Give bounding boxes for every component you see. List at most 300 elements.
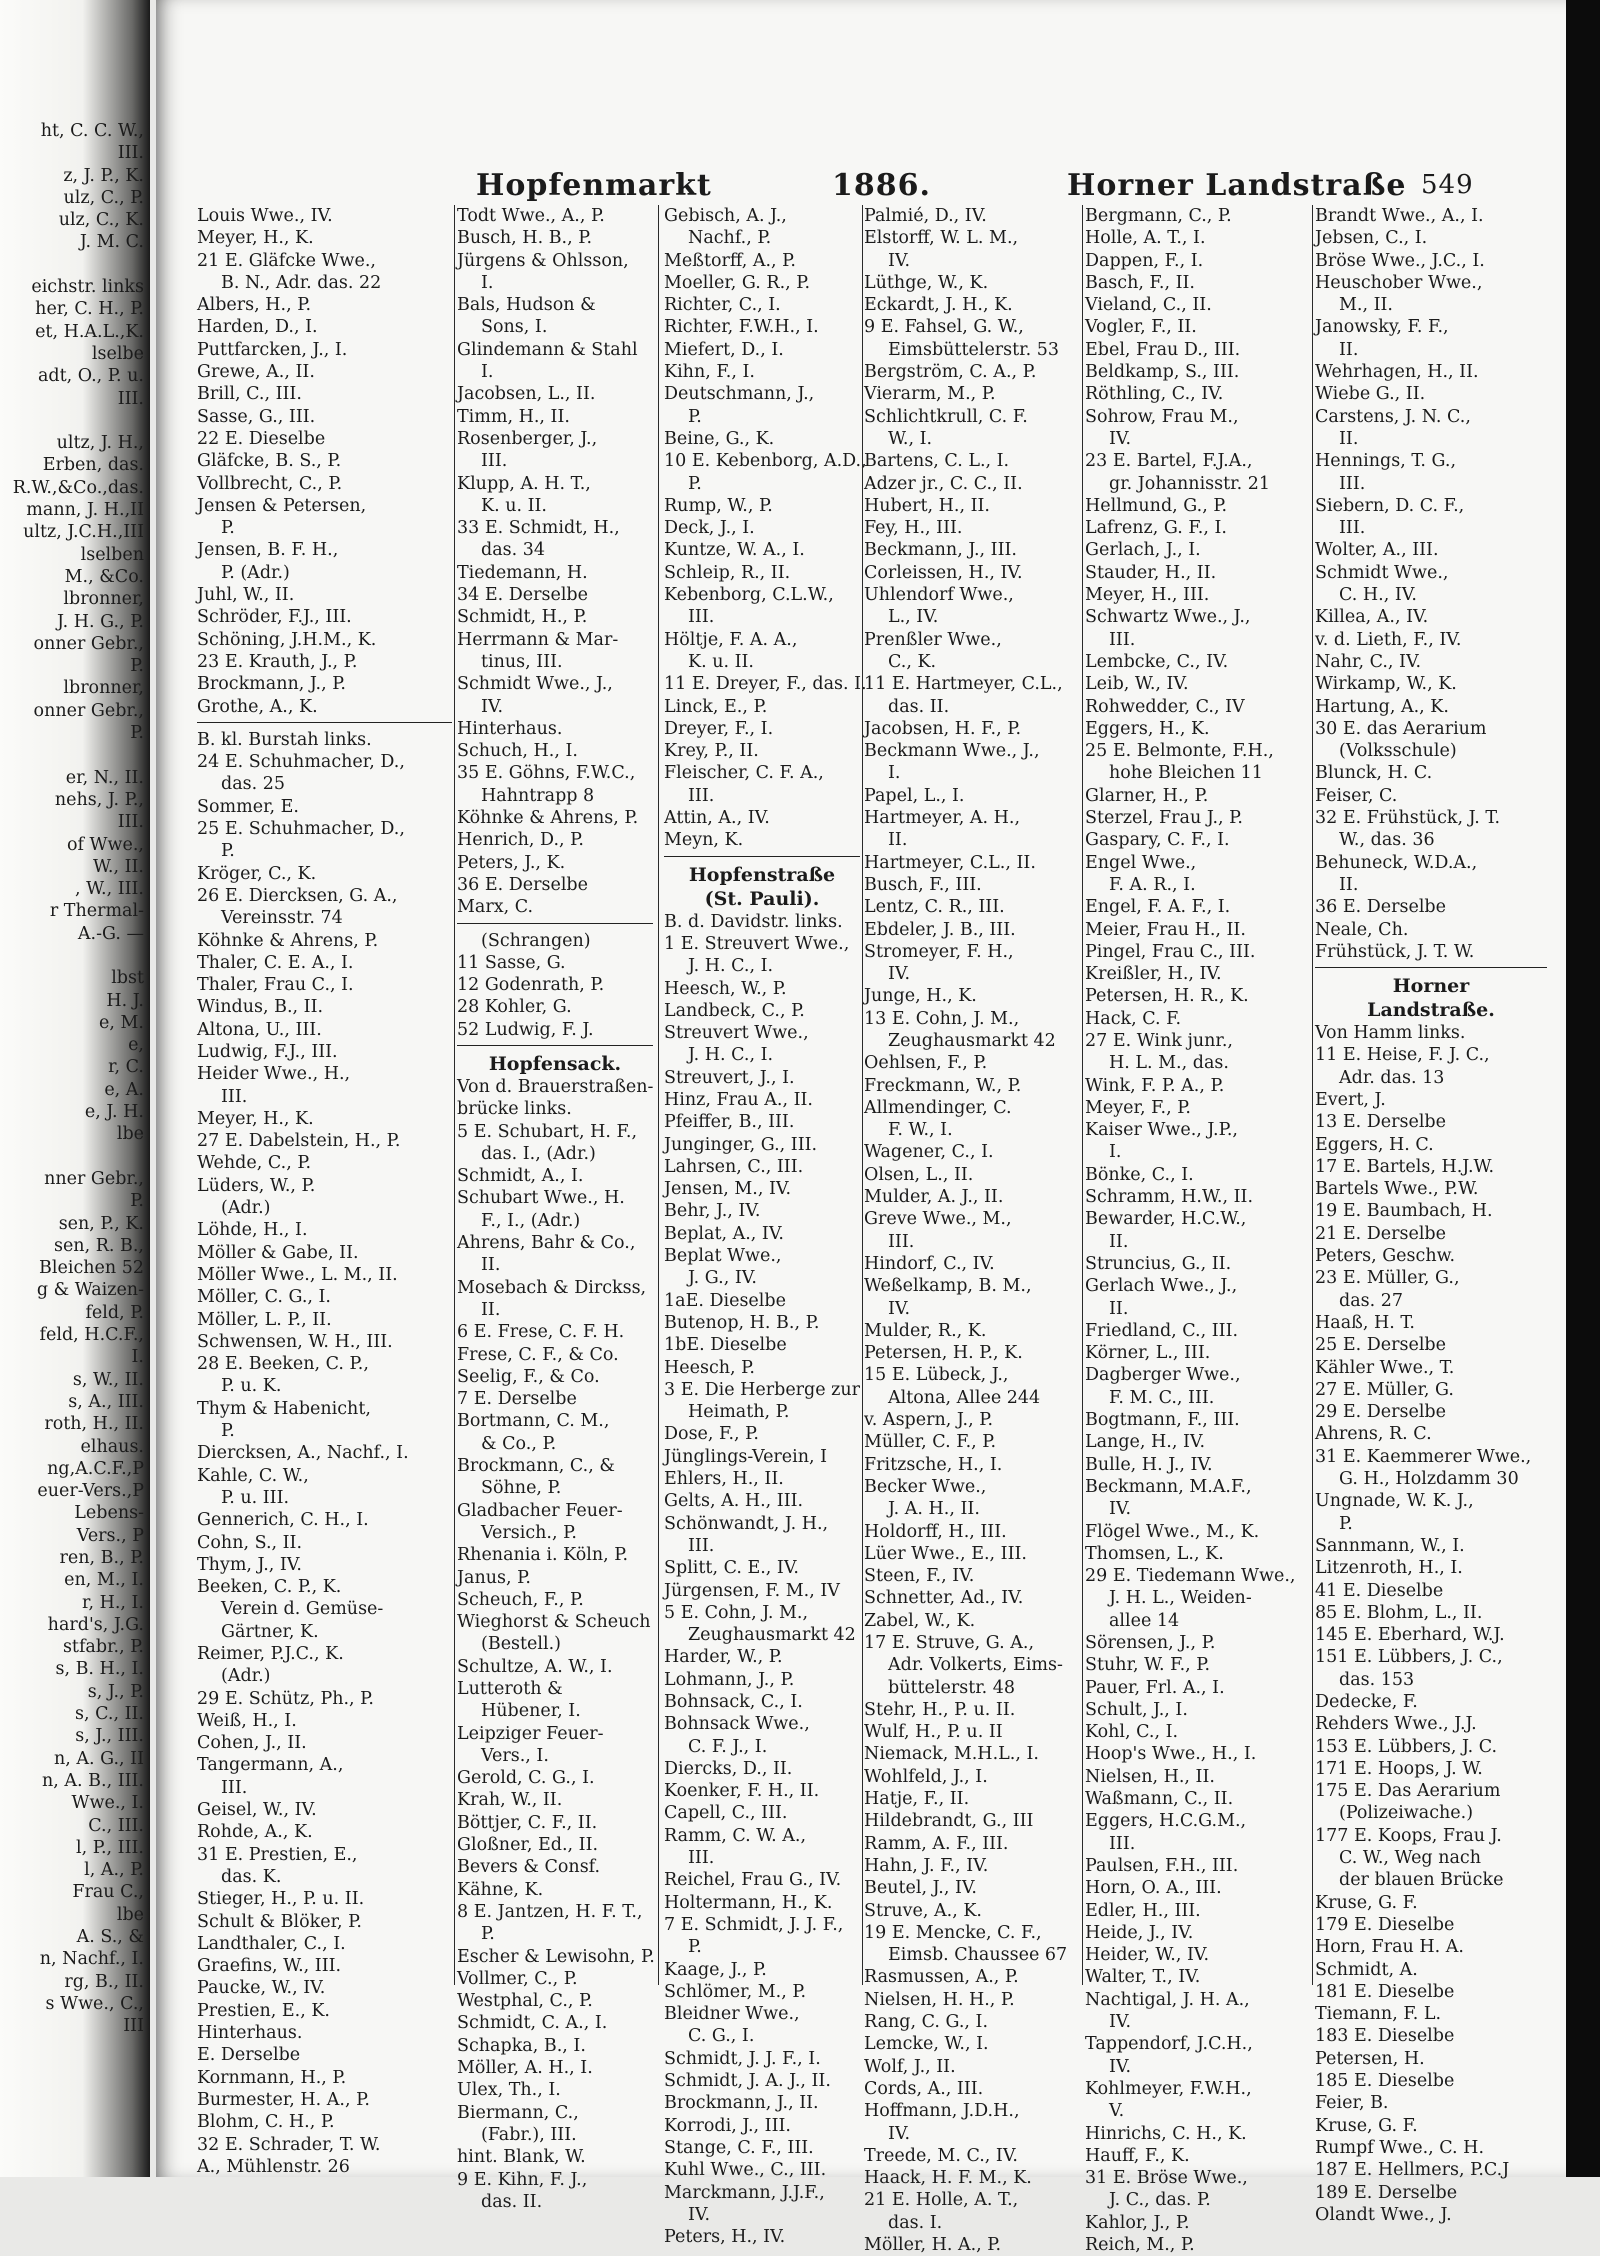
directory-entry: hint. Blank, W. (457, 2147, 586, 2168)
left-page-line: e, J. H. (84, 1102, 144, 1123)
directory-entry: III. (221, 1777, 248, 1798)
directory-entry: Eimsbüttelerstr. 53 (888, 339, 1060, 360)
directory-entry: Kebenborg, C.L.W., (664, 585, 834, 606)
directory-entry: Biermann, C., (457, 2102, 579, 2123)
directory-entry: IV. (481, 696, 504, 717)
directory-entry: Hartmeyer, C.L., II. (864, 852, 1036, 873)
directory-entry: Palmié, D., IV. (864, 206, 987, 226)
directory-entry: Lembcke, C., IV. (1085, 651, 1229, 672)
left-page-line: III. (117, 812, 144, 833)
directory-entry: 27 E. Dabelstein, H., P. (197, 1131, 401, 1152)
directory-entry: Schuch, H., I. (457, 741, 578, 762)
directory-entry: Linck, E., P. (664, 696, 768, 717)
directory-entry: Heide, J., IV. (1085, 1922, 1194, 1943)
directory-entry: Behuneck, W.D.A., (1315, 852, 1478, 873)
column-2 (457, 205, 653, 2213)
directory-entry: Brockmann, C., & (457, 1456, 615, 1477)
directory-entry: 23 E. Bartel, F.J.A., (1085, 451, 1253, 472)
directory-entry: P. (688, 406, 702, 427)
directory-entry: J. H. C., I. (688, 1045, 774, 1066)
running-head-right: Horner Landstraße (1067, 168, 1407, 203)
directory-entry: Jürgens & Ohlsson, (457, 250, 629, 271)
directory-entry: Zeughausmarkt 42 (888, 1030, 1056, 1051)
directory-entry: Frühstück, J. T. W. (1315, 941, 1475, 962)
left-page-line: lbe (116, 1124, 144, 1145)
directory-entry: 15 E. Lübeck, J., (864, 1365, 1009, 1386)
directory-entry: P. (221, 841, 235, 862)
left-page-line: A. S., & (76, 1927, 144, 1948)
directory-entry: Ahrens, R. C. (1315, 1424, 1432, 1445)
directory-entry: Bohnsack, C., I. (664, 1692, 803, 1712)
directory-entry: (Volksschule) (1339, 741, 1457, 762)
directory-entry: I. (1109, 1142, 1122, 1163)
left-page-line: Vers., P (76, 1525, 144, 1546)
directory-entry: W., I. (888, 428, 933, 449)
directory-entry: Hildebrandt, G., III (864, 1811, 1034, 1832)
directory-entry: Ebel, Frau D., III. (1085, 339, 1241, 360)
directory-entry: 175 E. Das Aerarium (1315, 1781, 1501, 1802)
directory-entry: Krah, W., II. (457, 1790, 563, 1811)
section-rule (457, 1045, 653, 1046)
directory-entry: Kahle, C. W., (197, 1465, 309, 1486)
directory-entry: Schmidt Wwe., J., (457, 674, 613, 695)
directory-entry: Ungnade, W. K. J., (1315, 1491, 1474, 1512)
directory-entry: Brill, C., III. (197, 384, 302, 405)
directory-entry: Lutteroth & (457, 1679, 563, 1699)
directory-entry: Rasmussen, A., P. (864, 1967, 1019, 1988)
directory-entry: Kornmann, H., P. (197, 2067, 347, 2088)
directory-entry: Janus, P. (457, 1567, 531, 1588)
directory-entry: Marckmann, J.J.F., (664, 2182, 825, 2203)
left-page-line: s, B. H., I. (55, 1659, 144, 1680)
directory-entry: Ahrens, Bahr & Co., (457, 1233, 636, 1254)
directory-entry: Stuhr, W. F., P. (1085, 1655, 1211, 1676)
directory-entry: Waßmann, C., II. (1085, 1789, 1234, 1810)
directory-entry: Albers, H., P. (197, 295, 312, 316)
left-page-line: M., &Co. (64, 566, 144, 587)
directory-entry: 1aE. Dieselbe (664, 1290, 786, 1311)
directory-entry: C. H., IV. (1339, 585, 1417, 606)
directory-entry: Engel, F. A. F., I. (1085, 897, 1231, 918)
left-page-line: feld, P. (85, 1302, 144, 1323)
directory-entry: Stromeyer, F. H., (864, 941, 1014, 962)
directory-entry: Jebsen, C., I. (1315, 228, 1428, 249)
directory-entry: 13 E. Derselbe (1315, 1112, 1446, 1133)
directory-entry: 5 E. Schubart, H. F., (457, 1121, 638, 1142)
directory-entry: das. 34 (481, 540, 546, 561)
directory-entry: Greve Wwe., M., (864, 1209, 1012, 1230)
directory-entry: Hatje, F., II. (864, 1789, 970, 1810)
directory-entry: Junginger, G., III. (664, 1134, 818, 1155)
directory-entry: 19 E. Baumbach, H. (1315, 1201, 1493, 1222)
left-page-line: en, M., I. (64, 1570, 144, 1591)
directory-entry: Eggers, H., K. (1085, 718, 1210, 739)
directory-entry: Seelig, F., & Co. (457, 1366, 600, 1387)
directory-entry: Bevers & Consf. (457, 1857, 601, 1878)
directory-entry: Möller Wwe., L. M., II. (197, 1264, 398, 1285)
left-page-line: ulz, C., P. (63, 187, 144, 208)
left-page-line: r, H., I. (82, 1592, 144, 1613)
directory-entry: V. (1109, 2101, 1125, 2122)
directory-entry: Sasse, G., III. (197, 406, 316, 427)
directory-entry: Behr, J., IV. (664, 1201, 761, 1222)
directory-entry: Litzenroth, H., I. (1315, 1558, 1463, 1579)
directory-entry: Tiemann, F. L. (1315, 2004, 1442, 2025)
directory-entry: IV. (1109, 1499, 1132, 1520)
directory-entry: Olandt Wwe., J. (1315, 2204, 1452, 2225)
directory-entry: IV. (1109, 2012, 1132, 2033)
directory-entry: das. II. (888, 696, 950, 717)
directory-entry: Wehde, C., P. (197, 1153, 312, 1174)
directory-entry: Beldkamp, S., III. (1085, 362, 1240, 383)
left-page-line: P. (130, 723, 144, 744)
directory-entry: Hübener, I. (481, 1701, 581, 1722)
directory-entry: Horn, O. A., III. (1085, 1878, 1222, 1899)
directory-entry: gr. Johannisstr. 21 (1109, 473, 1270, 494)
left-page-line: roth, H., II. (44, 1414, 144, 1435)
directory-entry: Feier, B. (1315, 2093, 1389, 2114)
column-5 (1085, 205, 1310, 2256)
directory-entry: Jacobsen, H. F., P. (864, 718, 1022, 739)
directory-entry: Nachtigal, J. H. A., (1085, 1989, 1250, 2010)
directory-entry: 85 E. Blohm, L., II. (1315, 1602, 1483, 1623)
directory-entry: Basch, F., II. (1085, 272, 1195, 293)
directory-entry: 31 E. Bröse Wwe., (1085, 2168, 1248, 2189)
directory-entry: Beckmann, J., III. (864, 540, 1017, 561)
directory-entry: I. (481, 362, 494, 383)
left-page-line: lbst (111, 968, 144, 989)
directory-entry: 52 Ludwig, F. J. (457, 1019, 594, 1040)
directory-entry: Allmendinger, C. (864, 1097, 1012, 1118)
directory-entry: Nielsen, H., II. (1085, 1766, 1215, 1787)
left-page-line: Erben, das. (42, 455, 144, 476)
directory-entry: Haaß, H. T. (1315, 1312, 1415, 1333)
directory-entry: v. Aspern, J., P. (864, 1410, 994, 1431)
directory-entry: B. kl. Burstah links. (197, 729, 372, 750)
directory-entry: Grewe, A., II. (197, 362, 315, 383)
directory-entry: Eggers, H.C.G.M., (1085, 1811, 1247, 1832)
directory-entry: II. (1109, 1298, 1129, 1319)
directory-entry: 11 E. Hartmeyer, C.L., (864, 674, 1063, 695)
directory-entry: Gaspary, C. F., I. (1085, 830, 1230, 851)
directory-entry: Bartels Wwe., P.W. (1315, 1179, 1479, 1200)
directory-entry: Meier, Frau H., II. (1085, 919, 1246, 940)
left-page-line: s, J., P. (87, 1681, 144, 1702)
directory-entry: Schmidt, C. A., I. (457, 2013, 608, 2034)
left-page-line: rg, B., II. (64, 1971, 144, 1992)
directory-entry: 10 E. Kebenborg, A.D., (664, 451, 867, 472)
left-page-line: et, H.A.L.,K. (35, 321, 144, 342)
directory-entry: Holtermann, H., K. (664, 1892, 833, 1913)
directory-entry: Reich, M., P. (1085, 2235, 1195, 2256)
directory-entry: Peters, Geschw. (1315, 1246, 1456, 1267)
directory-entry: Freckmann, W., P. (864, 1075, 1022, 1096)
left-page-line: n, A. G., II (53, 1748, 144, 1769)
directory-entry: III. (1339, 473, 1366, 494)
scan-edge (1566, 0, 1600, 2177)
left-page-fragment (0, 120, 150, 2037)
directory-entry: J. G., IV. (688, 1268, 757, 1289)
directory-entry: Eimsb. Chaussee 67 (888, 1945, 1068, 1966)
directory-entry: Gennerich, C. H., I. (197, 1510, 369, 1531)
left-page-line: ultz, J. H., (56, 433, 144, 454)
directory-entry: II. (1339, 874, 1359, 895)
directory-entry: (Fabr.), III. (481, 2124, 577, 2145)
directory-entry: 32 E. Schrader, T. W. (197, 2134, 381, 2155)
directory-entry: Ludwig, F.J., III. (197, 1041, 338, 1062)
directory-entry: 7 E. Derselbe (457, 1389, 577, 1410)
directory-entry: Zabel, W., K. (864, 1610, 976, 1631)
left-page-line: z, J. P., K. (63, 165, 144, 186)
directory-entry: Juhl, W., II. (197, 585, 295, 606)
directory-entry: Leib, W., IV. (1085, 674, 1189, 695)
directory-entry: Sannmann, W., I. (1315, 1535, 1465, 1556)
directory-entry: Schmidt, H., P. (457, 607, 588, 628)
directory-entry: Bergström, C. A., P. (864, 362, 1037, 383)
directory-entry: Landbeck, C., P. (664, 1000, 805, 1021)
directory-entry: Schmidt, J. A. J., II. (664, 2071, 831, 2092)
directory-entry: Kruse, G. F. (1315, 1892, 1418, 1913)
left-page-line: III. (117, 388, 144, 409)
directory-entry: F. A. R., I. (1109, 874, 1196, 895)
directory-entry: 11 E. Heise, F. J. C., (1315, 1045, 1490, 1066)
left-page-line: e, M. (99, 1012, 144, 1033)
directory-entry: 6 E. Frese, C. F. H. (457, 1322, 625, 1343)
directory-entry: 179 E. Dieselbe (1315, 1914, 1455, 1935)
directory-entry: büttelerstr. 48 (888, 1677, 1016, 1698)
directory-entry: Hubert, H., II. (864, 495, 990, 516)
directory-entry: Reimer, P.J.C., K. (197, 1644, 344, 1664)
directory-entry: Kahlor, J., P. (1085, 2212, 1190, 2233)
directory-entry: hohe Bleichen 11 (1109, 763, 1263, 784)
directory-entry: 23 E. Krauth, J., P. (197, 651, 358, 672)
directory-entry: Paucke, W., IV. (197, 1978, 326, 1999)
directory-entry: 30 E. das Aerarium (1315, 718, 1487, 739)
directory-entry: Hauff, F., K. (1085, 2145, 1190, 2166)
directory-entry: Meyer, H., K. (197, 1108, 314, 1129)
directory-entry: 36 E. Derselbe (457, 874, 588, 895)
directory-entry: Schröder, F.J., III. (197, 607, 352, 628)
directory-entry: Schlichtkrull, C. F. (864, 406, 1028, 427)
directory-entry: Thomsen, L., K. (1085, 1543, 1224, 1564)
left-page-line: A.-G. — (77, 923, 144, 944)
directory-entry: 189 E. Derselbe (1315, 2182, 1458, 2203)
directory-entry: Cords, A., III. (864, 2078, 984, 2099)
directory-entry: das. K. (221, 1866, 282, 1887)
directory-entry: Ehlers, H., II. (664, 1469, 784, 1490)
directory-entry: Schmidt, A., I. (457, 1166, 584, 1187)
directory-entry: Lüders, W., P. (197, 1175, 316, 1196)
directory-entry: II. (1339, 339, 1359, 360)
directory-entry: das. 25 (221, 774, 286, 795)
left-page-line: J. H. G., P. (56, 611, 144, 632)
directory-entry: Beckmann, M.A.F., (1085, 1476, 1252, 1497)
column-3 (664, 205, 867, 2248)
directory-entry: Stehr, H., P. u. II. (864, 1699, 1016, 1720)
directory-entry: Bewarder, H.C.W., (1085, 1209, 1247, 1230)
directory-entry: Gläfcke, B. S., P. (197, 451, 342, 472)
directory-entry: IV. (888, 2123, 911, 2144)
directory-entry: Streuvert, J., I. (664, 1067, 795, 1088)
directory-entry: Kruse, G. F. (1315, 2115, 1418, 2136)
directory-entry: Thym, J., IV. (197, 1554, 302, 1575)
directory-entry: J. H. L., Weiden- (1109, 1588, 1252, 1609)
directory-entry: Petersen, H. P., K. (864, 1343, 1023, 1364)
directory-entry: 3 E. Die Herberge zur (664, 1379, 861, 1400)
directory-entry: 31 E. Kaemmerer Wwe., (1315, 1446, 1532, 1467)
directory-entry: Möller & Gabe, II. (197, 1242, 359, 1263)
left-page-line: R.W.,&Co.,das. (12, 477, 144, 498)
directory-entry: E. Derselbe (197, 2045, 301, 2066)
left-page-line: Frau C., (72, 1882, 144, 1903)
directory-entry: Schwartz Wwe., J., (1085, 607, 1251, 628)
directory-entry: Engel Wwe., (1085, 852, 1197, 873)
directory-entry: Schöning, J.H.M., K. (197, 629, 377, 650)
directory-entry: Löhde, H., I. (197, 1220, 308, 1241)
directory-entry: Cohn, S., II. (197, 1532, 303, 1553)
directory-entry: Bohnsack Wwe., (664, 1714, 810, 1735)
left-page-line: l, P., III. (76, 1837, 144, 1858)
directory-entry: Kröger, C., K. (197, 863, 317, 884)
directory-entry: Rump, W., P. (664, 495, 773, 516)
directory-entry: P. (688, 473, 702, 494)
left-page-line: sen, R. B., (53, 1235, 144, 1256)
directory-entry: Sohrow, Frau M., (1085, 406, 1239, 427)
directory-entry: Ulex, Th., I. (457, 2080, 561, 2101)
directory-entry: Brockmann, J., II. (664, 2093, 819, 2114)
directory-entry: Thaler, Frau C., I. (197, 975, 354, 996)
directory-entry: Bortmann, C. M., (457, 1411, 610, 1432)
directory-entry: Treede, M. C., IV. (864, 2145, 1018, 2166)
directory-entry: Brockmann, J., P. (197, 674, 346, 695)
directory-entry: Rohde, A., K. (197, 1822, 313, 1843)
directory-entry: Eggers, H. C. (1315, 1134, 1434, 1155)
directory-entry: Rumpf Wwe., C. H. (1315, 2137, 1485, 2158)
directory-entry: II. (1339, 428, 1359, 449)
directory-entry: I. (888, 763, 901, 784)
directory-entry: Marx, C. (457, 897, 534, 918)
directory-entry: das. I., (Adr.) (481, 1143, 596, 1164)
directory-entry: Vers., I. (481, 1745, 549, 1766)
directory-entry: (Bestell.) (481, 1634, 561, 1655)
directory-entry: Attin, A., IV. (664, 808, 770, 829)
left-page-line: H. J. (106, 990, 144, 1011)
directory-entry: Bönke, C., I. (1085, 1164, 1194, 1185)
directory-entry: Pfeiffer, B., III. (664, 1112, 795, 1133)
directory-entry: Walter, T., IV. (1085, 1967, 1201, 1988)
directory-entry: II. (481, 1255, 501, 1276)
directory-entry: III. (1109, 629, 1136, 650)
directory-entry: III. (481, 451, 508, 472)
directory-entry: Jensen, M., IV. (664, 1179, 792, 1200)
directory-entry: II. (888, 830, 908, 851)
directory-entry: 27 E. Müller, G. (1315, 1379, 1454, 1400)
directory-entry: Gloßner, Ed., II. (457, 1835, 599, 1856)
directory-entry: Schnetter, Ad., IV. (864, 1588, 1024, 1609)
directory-entry: Flögel Wwe., M., K. (1085, 1521, 1260, 1542)
running-head-left: Hopfenmarkt (476, 168, 712, 203)
directory-entry: II. (481, 1299, 501, 1320)
directory-entry: Lemcke, W., I. (864, 2034, 989, 2055)
directory-entry: 41 E. Dieselbe (1315, 1580, 1444, 1601)
directory-entry: 26 E. Diercksen, G. A., (197, 885, 398, 906)
directory-entry: das. II. (481, 2191, 543, 2212)
directory-entry: Rehders Wwe., J.J. (1315, 1714, 1477, 1735)
directory-entry: J. H. C., I. (688, 956, 774, 977)
street-heading: Horner (1392, 975, 1470, 998)
directory-entry: Busch, F., III. (864, 874, 982, 895)
directory-entry: Schmidt, J. J. F., I. (664, 2048, 821, 2069)
directory-entry: Möller, C. G., I. (197, 1287, 331, 1308)
left-page-line (0, 410, 144, 432)
left-page-line: lbronner, (63, 589, 144, 610)
column-1 (197, 205, 452, 2178)
directory-entry: Körner, L., III. (1085, 1343, 1211, 1364)
directory-entry: Prenßler Wwe., (864, 629, 1002, 650)
directory-entry: Stange, C. F., III. (664, 2137, 814, 2158)
directory-entry: III. (688, 1848, 715, 1869)
left-page-line: sen, P., K. (58, 1213, 144, 1234)
directory-entry: Deutschmann, J., (664, 384, 815, 405)
directory-entry: Geisel, W., IV. (197, 1800, 317, 1821)
directory-entry: Möller, L. P., II. (197, 1309, 332, 1330)
left-page-line: r, C. (108, 1057, 144, 1078)
directory-entry: 1 E. Streuvert Wwe., (664, 933, 850, 954)
directory-entry: 151 E. Lübbers, J. C., (1315, 1647, 1503, 1668)
directory-entry: Richter, C., I. (664, 295, 781, 316)
left-page-line: J. M. C. (79, 232, 144, 253)
directory-entry: Bröse Wwe., J.C., I. (1315, 250, 1485, 271)
directory-entry: Janowsky, F. F., (1315, 317, 1449, 338)
directory-entry: Heesch, W., P. (664, 978, 787, 999)
directory-entry: P. u. III. (221, 1487, 290, 1508)
directory-entry: Kreißler, H., IV. (1085, 964, 1222, 985)
directory-entry: Adr. das. 13 (1339, 1067, 1445, 1088)
directory-entry: Beutel, J., IV. (864, 1878, 977, 1899)
directory-entry: Gerlach Wwe., J., (1085, 1276, 1238, 1297)
directory-entry: 187 E. Hellmers, P.C.J (1315, 2160, 1510, 2181)
directory-entry: Killea, A., IV. (1315, 607, 1429, 628)
directory-entry: 185 E. Dieselbe (1315, 2071, 1455, 2092)
directory-entry: Cohen, J., II. (197, 1733, 307, 1754)
directory-entry: III. (221, 1086, 248, 1107)
directory-entry: Lohmann, J., P. (664, 1669, 795, 1690)
directory-entry: Bals, Hudson & (457, 295, 596, 316)
directory-entry: Papel, L., I. (864, 785, 965, 806)
directory-entry: v. d. Lieth, F., IV. (1315, 629, 1462, 650)
directory-entry: Becker Wwe., (864, 1476, 987, 1497)
directory-entry: P. (221, 518, 235, 539)
directory-entry: Vierarm, M., P. (864, 384, 996, 405)
directory-entry: Altona, U., III. (197, 1019, 322, 1040)
directory-entry: Schmidt, A. (1315, 1959, 1418, 1980)
directory-entry: Nahr, C., IV. (1315, 651, 1422, 672)
directory-entry: der blauen Brücke (1339, 1870, 1504, 1891)
section-rule (1315, 967, 1547, 968)
directory-entry: Rang, C. G., I. (864, 2012, 989, 2033)
directory-entry: 21 E. Holle, A. T., (864, 2190, 1019, 2211)
left-page-line: I. (131, 1347, 144, 1368)
directory-entry: Heimath, P. (688, 1402, 790, 1423)
directory-entry: 11 Sasse, G. (457, 952, 566, 973)
directory-entry: Hinterhaus. (457, 718, 563, 739)
left-page-line: lbe (116, 1904, 144, 1925)
directory-entry: 8 E. Jantzen, H. F. T., (457, 1901, 643, 1922)
directory-entry: 24 E. Schuhmacher, D., (197, 752, 405, 773)
directory-entry: Verein d. Gemüse- (221, 1599, 384, 1620)
directory-entry: C. W., Weg nach (1339, 1848, 1481, 1869)
directory-entry: 25 E. Belmonte, F.H., (1085, 741, 1274, 762)
